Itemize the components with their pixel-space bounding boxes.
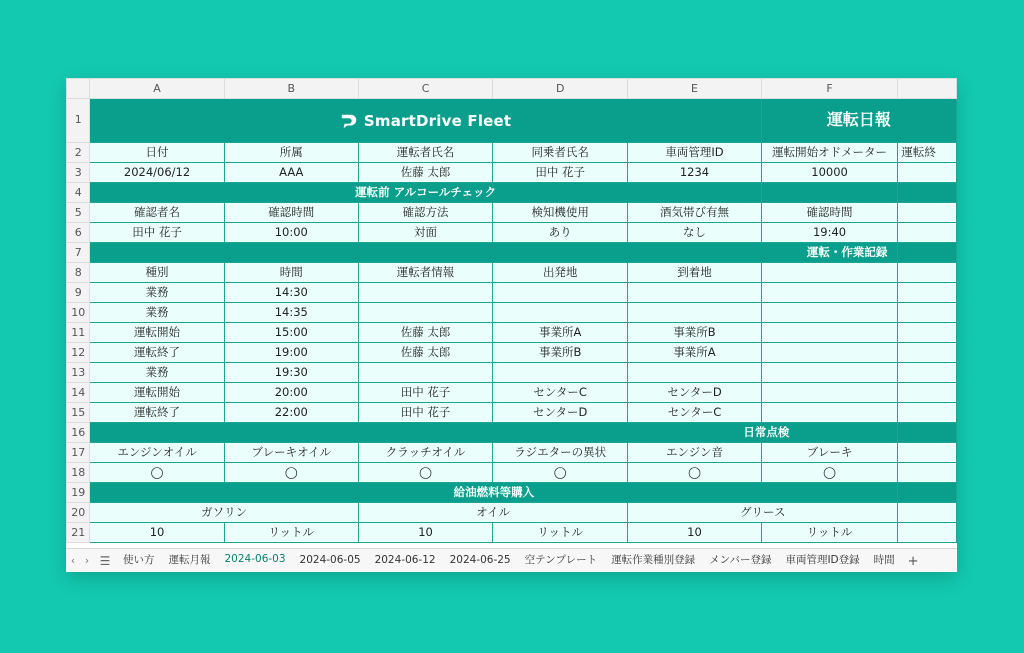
table-cell[interactable]: 事業所A <box>628 342 762 362</box>
header-cell[interactable]: 時間 <box>224 262 358 282</box>
table-cell[interactable]: 佐藤 太郎 <box>358 342 492 362</box>
row-header-11[interactable]: 11 <box>67 322 90 342</box>
table-cell[interactable] <box>898 342 957 362</box>
table-cell[interactable] <box>493 302 628 322</box>
value-cell[interactable]: AAA <box>224 162 358 182</box>
table-cell[interactable] <box>898 302 957 322</box>
table-cell[interactable]: 運転開始 <box>90 322 224 342</box>
tab-scroll-right-icon[interactable]: › <box>84 555 90 567</box>
header-cell[interactable]: 運転者情報 <box>358 262 492 282</box>
value-cell[interactable]: 19:40 <box>761 222 898 242</box>
table-cell[interactable] <box>898 382 957 402</box>
sheet-tab[interactable]: 空テンプレート <box>524 554 598 566</box>
value-cell[interactable]: リットル <box>493 522 628 542</box>
brand-logo-text: SmartDrive Fleet <box>363 111 512 130</box>
value-cell[interactable]: 10:00 <box>224 222 358 242</box>
row-header-3[interactable]: 3 <box>67 162 90 182</box>
row-header-5[interactable]: 5 <box>67 202 90 222</box>
inspection-mark[interactable]: ◯ <box>493 462 628 482</box>
row-header-14[interactable]: 14 <box>67 382 90 402</box>
table-cell[interactable]: 22:00 <box>224 402 358 422</box>
value-cell[interactable]: 10000 <box>761 162 898 182</box>
header-cell[interactable]: 運転開始オドメーター <box>761 142 898 162</box>
value-cell[interactable]: 田中 花子 <box>493 162 628 182</box>
row-header-13[interactable]: 13 <box>67 362 90 382</box>
value-cell[interactable]: 対面 <box>358 222 492 242</box>
table-cell[interactable] <box>358 282 492 302</box>
sheet-tab[interactable]: 2024-06-05 <box>299 554 361 566</box>
band-cell[interactable] <box>898 422 957 442</box>
sheet-tab[interactable]: 車両管理ID登録 <box>785 554 860 566</box>
row-header-4[interactable]: 4 <box>67 182 90 202</box>
value-cell[interactable]: なし <box>628 222 762 242</box>
table-cell[interactable]: 14:30 <box>224 282 358 302</box>
row-header-16[interactable]: 16 <box>67 422 90 442</box>
table-cell[interactable] <box>761 282 898 302</box>
brand-mark-icon <box>340 112 358 130</box>
inspection-mark[interactable]: ◯ <box>224 462 358 482</box>
column-header-a[interactable]: A <box>90 79 224 99</box>
row-header-10[interactable]: 10 <box>67 302 90 322</box>
sheet-tab[interactable]: 時間 <box>873 554 895 566</box>
table-cell[interactable]: 15:00 <box>224 322 358 342</box>
sheet-grid <box>66 78 957 543</box>
inspection-mark[interactable]: ◯ <box>628 462 762 482</box>
table-cell[interactable] <box>628 302 762 322</box>
tab-scroll-left-icon[interactable]: ‹ <box>70 555 76 567</box>
table-cell[interactable]: 田中 花子 <box>358 382 492 402</box>
section-work-record[interactable]: 運転・作業記録 <box>90 242 898 262</box>
table-cell[interactable]: センターD <box>628 382 762 402</box>
sheet-tab[interactable]: 運転月報 <box>168 554 211 566</box>
table-cell[interactable]: センターC <box>493 382 628 402</box>
column-header-e[interactable]: E <box>628 79 762 99</box>
inspection-mark[interactable]: ◯ <box>761 462 898 482</box>
table-cell[interactable]: 事業所A <box>493 322 628 342</box>
header-cell[interactable]: 出発地 <box>493 262 628 282</box>
section-fuel-purchase[interactable]: 給油燃料等購入 <box>90 482 898 502</box>
table-cell[interactable]: 業務 <box>90 282 224 302</box>
value-cell[interactable]: 10 <box>358 522 492 542</box>
inspection-mark[interactable]: ◯ <box>90 462 224 482</box>
table-cell[interactable]: 運転終了 <box>90 342 224 362</box>
band-cell[interactable] <box>898 482 957 502</box>
row-header-2[interactable]: 2 <box>67 142 90 162</box>
table-cell[interactable] <box>358 362 492 382</box>
value-cell[interactable] <box>898 502 957 522</box>
table-cell[interactable] <box>493 282 628 302</box>
sheet-tab[interactable]: 使い方 <box>123 554 155 566</box>
table-cell[interactable] <box>898 402 957 422</box>
select-all-corner[interactable] <box>67 79 90 99</box>
value-cell[interactable]: 1234 <box>628 162 762 182</box>
band-cell[interactable] <box>898 242 957 262</box>
row-header-19[interactable]: 19 <box>67 482 90 502</box>
section-alcohol-check[interactable]: 運転前 アルコールチェック <box>90 182 761 202</box>
header-cell[interactable]: クラッチオイル <box>358 442 492 462</box>
value-cell[interactable]: 田中 花子 <box>90 222 224 242</box>
value-cell[interactable] <box>761 262 898 282</box>
table-cell[interactable]: 業務 <box>90 362 224 382</box>
header-cell[interactable]: 日付 <box>90 142 224 162</box>
table-cell[interactable] <box>761 342 898 362</box>
row-header-21[interactable]: 21 <box>67 522 90 542</box>
grid-area <box>66 78 957 548</box>
table-cell[interactable]: 田中 花子 <box>358 402 492 422</box>
row-header-9[interactable]: 9 <box>67 282 90 302</box>
add-sheet-icon[interactable]: + <box>907 553 919 569</box>
header-cell[interactable]: オイル <box>358 502 627 522</box>
table-cell[interactable]: 19:00 <box>224 342 358 362</box>
band-cell[interactable] <box>761 182 898 202</box>
value-cell[interactable]: 10 <box>628 522 762 542</box>
value-cell[interactable]: リットル <box>224 522 358 542</box>
sheet-tab-active[interactable]: 2024-06-03 <box>218 548 293 572</box>
table-cell[interactable] <box>493 362 628 382</box>
row-header-12[interactable]: 12 <box>67 342 90 362</box>
row-header-18[interactable]: 18 <box>67 462 90 482</box>
row-header-1[interactable]: 1 <box>67 99 90 143</box>
sheet-tab[interactable]: メンバー登録 <box>709 554 772 566</box>
sheet-tab-bar <box>66 548 957 572</box>
header-cell[interactable]: 確認方法 <box>358 202 492 222</box>
value-cell[interactable]: 2024/06/12 <box>90 162 224 182</box>
row-header-20[interactable]: 20 <box>67 502 90 522</box>
table-cell[interactable] <box>628 362 762 382</box>
table-cell[interactable]: 事業所B <box>628 322 762 342</box>
header-cell[interactable]: 同乗者氏名 <box>493 142 628 162</box>
row-header-8[interactable]: 8 <box>67 262 90 282</box>
row-header-15[interactable]: 15 <box>67 402 90 422</box>
table-cell[interactable]: 14:35 <box>224 302 358 322</box>
header-cell[interactable]: 検知機使用 <box>493 202 628 222</box>
row-header-6[interactable]: 6 <box>67 222 90 242</box>
header-cell[interactable]: ブレーキオイル <box>224 442 358 462</box>
table-cell[interactable]: 業務 <box>90 302 224 322</box>
header-cell[interactable]: 車両管理ID <box>628 142 762 162</box>
band-cell[interactable] <box>898 182 957 202</box>
table-cell[interactable]: 19:30 <box>224 362 358 382</box>
header-cell[interactable]: 種別 <box>90 262 224 282</box>
table-cell[interactable] <box>898 322 957 342</box>
header-cell[interactable]: ガソリン <box>90 502 359 522</box>
row-header-17[interactable]: 17 <box>67 442 90 462</box>
column-header-c[interactable]: C <box>358 79 492 99</box>
header-cell[interactable]: 運転者氏名 <box>358 142 492 162</box>
header-cell[interactable]: 到着地 <box>628 262 762 282</box>
section-daily-inspection[interactable]: 日常点検 <box>90 422 898 442</box>
sheet-tab[interactable]: 2024-06-12 <box>374 554 436 566</box>
header-cell[interactable]: ラジエターの異状 <box>493 442 628 462</box>
table-cell[interactable]: 佐藤 太郎 <box>358 322 492 342</box>
header-cell[interactable]: 運転終 <box>898 142 957 162</box>
column-header-d[interactable]: D <box>493 79 628 99</box>
table-cell[interactable] <box>898 362 957 382</box>
table-cell[interactable]: 運転開始 <box>90 382 224 402</box>
table-cell[interactable] <box>898 282 957 302</box>
table-cell[interactable] <box>761 362 898 382</box>
table-cell[interactable]: センターD <box>493 402 628 422</box>
header-cell[interactable]: エンジン音 <box>628 442 762 462</box>
value-cell[interactable] <box>898 442 957 462</box>
header-cell[interactable]: 所属 <box>224 142 358 162</box>
document-title[interactable]: 運転日報 <box>761 99 956 143</box>
table-cell[interactable] <box>628 282 762 302</box>
header-cell[interactable]: ブレーキ <box>761 442 898 462</box>
value-cell[interactable] <box>898 262 957 282</box>
header-cell[interactable]: 酒気帯び有無 <box>628 202 762 222</box>
value-cell[interactable]: あり <box>493 222 628 242</box>
sheet-tab[interactable]: 2024-06-25 <box>449 554 511 566</box>
value-cell[interactable] <box>898 202 957 222</box>
table-cell[interactable]: 運転終了 <box>90 402 224 422</box>
column-header-b[interactable]: B <box>224 79 358 99</box>
table-cell[interactable] <box>761 302 898 322</box>
value-cell[interactable] <box>898 222 957 242</box>
all-sheets-menu-icon[interactable]: ☰ <box>99 554 111 568</box>
value-cell[interactable] <box>898 522 957 542</box>
table-cell[interactable]: 20:00 <box>224 382 358 402</box>
spreadsheet-window <box>66 78 957 572</box>
header-cell[interactable]: グリース <box>628 502 898 522</box>
header-cell[interactable]: 確認時間 <box>224 202 358 222</box>
inspection-mark[interactable]: ◯ <box>358 462 492 482</box>
value-cell[interactable]: 佐藤 太郎 <box>358 162 492 182</box>
column-header-f[interactable]: F <box>761 79 898 99</box>
column-header-g[interactable] <box>898 79 957 99</box>
table-cell[interactable] <box>761 402 898 422</box>
value-cell[interactable] <box>898 162 957 182</box>
header-cell[interactable]: 確認者名 <box>90 202 224 222</box>
table-cell[interactable]: センターC <box>628 402 762 422</box>
table-cell[interactable]: 事業所B <box>493 342 628 362</box>
sheet-tab[interactable]: 運転作業種別登録 <box>611 554 696 566</box>
value-cell[interactable]: リットル <box>761 522 898 542</box>
table-cell[interactable] <box>761 322 898 342</box>
header-cell[interactable]: 確認時間 <box>761 202 898 222</box>
brand-logo <box>340 100 511 142</box>
logo-cell[interactable] <box>90 99 761 143</box>
value-cell[interactable]: 10 <box>90 522 224 542</box>
table-cell[interactable] <box>761 382 898 402</box>
row-header-7[interactable]: 7 <box>67 242 90 262</box>
header-cell[interactable]: エンジンオイル <box>90 442 224 462</box>
table-cell[interactable] <box>358 302 492 322</box>
value-cell[interactable] <box>898 462 957 482</box>
